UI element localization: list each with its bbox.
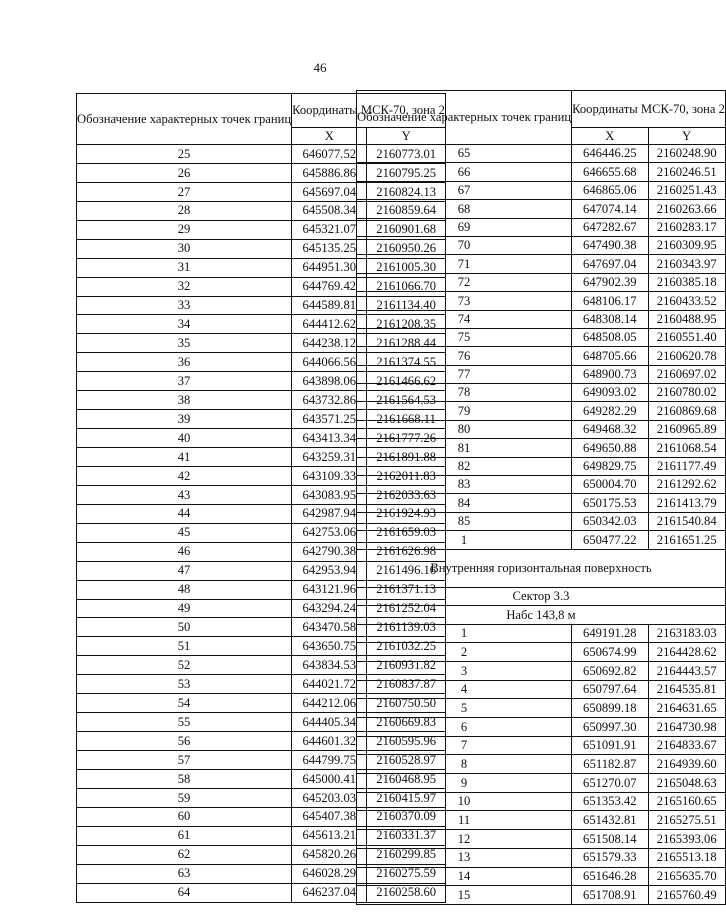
x-coordinate-cell: 642790.38 [292, 542, 367, 561]
x-coordinate-cell: 649468.32 [572, 420, 648, 438]
y-coordinate-cell: 2164939.60 [648, 755, 725, 774]
x-coordinate-cell: 643294.24 [292, 599, 367, 618]
y-coordinate-cell: 2161068.54 [648, 439, 725, 457]
x-coordinate-cell: 648900.73 [572, 365, 648, 383]
y-coordinate-cell: 2161564.53 [367, 391, 445, 410]
page-number: 46 [313, 60, 327, 75]
header-y: Y [648, 128, 725, 145]
y-coordinate-cell: 2161005.30 [367, 258, 445, 277]
x-coordinate-cell: 648308.14 [572, 310, 648, 328]
y-coordinate-cell: 2160950.26 [367, 239, 445, 258]
header-coordinates: Координаты МСК-70, зона 2 [292, 94, 446, 128]
point-id-cell: 6 [357, 718, 572, 737]
point-id-cell: 61 [77, 826, 292, 845]
y-coordinate-cell: 2160795.25 [367, 163, 445, 182]
x-coordinate-cell: 649093.02 [572, 384, 648, 402]
y-coordinate-cell: 2165048.63 [648, 774, 725, 793]
x-coordinate-cell: 644405.34 [292, 713, 367, 732]
point-id-cell: 5 [357, 699, 572, 718]
y-coordinate-cell: 2162011.83 [367, 466, 445, 485]
x-coordinate-cell: 645135.25 [292, 239, 367, 258]
x-coordinate-cell: 650797.64 [572, 680, 648, 699]
table-row [357, 476, 726, 494]
table-row [357, 624, 726, 643]
point-id-cell: 39 [77, 410, 292, 429]
x-coordinate-cell: 651708.91 [572, 886, 648, 905]
table-row [357, 680, 726, 699]
y-coordinate-cell: 2160869.68 [648, 402, 725, 420]
point-id-cell: 28 [77, 201, 292, 220]
y-coordinate-cell: 2161466.62 [367, 372, 445, 391]
point-id-cell: 8 [357, 755, 572, 774]
y-coordinate-cell: 2160620.78 [648, 347, 725, 365]
point-id-cell: 29 [77, 220, 292, 239]
table-row [357, 200, 726, 218]
point-id-cell: 57 [77, 751, 292, 770]
point-id-cell: 36 [77, 353, 292, 372]
point-id-cell: 46 [77, 542, 292, 561]
y-coordinate-cell: 2163183.03 [648, 624, 725, 643]
y-coordinate-cell: 2160258.60 [367, 883, 445, 902]
y-coordinate-cell: 2164535.81 [648, 680, 725, 699]
x-coordinate-cell: 644066.56 [292, 353, 367, 372]
point-id-cell: 78 [357, 384, 572, 402]
y-coordinate-cell: 2165275.51 [648, 811, 725, 830]
point-id-cell: 50 [77, 618, 292, 637]
x-coordinate-cell: 651579.33 [572, 848, 648, 867]
y-coordinate-cell: 2165513.18 [648, 848, 725, 867]
table-row [357, 145, 726, 163]
point-id-cell: 4 [357, 680, 572, 699]
y-coordinate-cell: 2160283.17 [648, 218, 725, 236]
table-row [357, 402, 726, 420]
table-row [357, 218, 726, 236]
x-coordinate-cell: 643732.86 [292, 391, 367, 410]
y-coordinate-cell: 2161659.03 [367, 523, 445, 542]
point-id-cell: 44 [77, 504, 292, 523]
point-id-cell: 40 [77, 429, 292, 448]
point-id-cell: 25 [77, 145, 292, 164]
x-coordinate-cell: 644799.75 [292, 751, 367, 770]
table-row [357, 699, 726, 718]
y-coordinate-cell: 2160750.50 [367, 694, 445, 713]
x-coordinate-cell: 644951.30 [292, 258, 367, 277]
point-id-cell: 82 [357, 457, 572, 475]
y-coordinate-cell: 2161924.93 [367, 504, 445, 523]
y-coordinate-cell: 2160901.68 [367, 220, 445, 239]
x-coordinate-cell: 651508.14 [572, 830, 648, 849]
x-coordinate-cell: 644212.06 [292, 694, 367, 713]
x-coordinate-cell: 646865.06 [572, 181, 648, 199]
x-coordinate-cell: 643898.06 [292, 372, 367, 391]
point-id-cell: 60 [77, 807, 292, 826]
x-coordinate-cell: 646237.04 [292, 883, 367, 902]
x-coordinate-cell: 645508.34 [292, 201, 367, 220]
point-id-cell: 84 [357, 494, 572, 512]
point-id-cell: 83 [357, 476, 572, 494]
point-id-cell: 1 [357, 531, 572, 549]
point-id-cell: 41 [77, 448, 292, 467]
y-coordinate-cell: 2161626.98 [367, 542, 445, 561]
point-id-cell: 31 [77, 258, 292, 277]
y-coordinate-cell: 2160275.59 [367, 864, 445, 883]
x-coordinate-cell: 642753.06 [292, 523, 367, 542]
y-coordinate-cell: 2160488.95 [648, 310, 725, 328]
point-id-cell: 34 [77, 315, 292, 334]
point-id-cell: 38 [77, 391, 292, 410]
y-coordinate-cell: 2162033.63 [367, 485, 445, 504]
x-coordinate-cell: 645886.86 [292, 163, 367, 182]
point-id-cell: 33 [77, 296, 292, 315]
x-coordinate-cell: 644021.72 [292, 675, 367, 694]
x-coordinate-cell: 646077.52 [292, 145, 367, 164]
point-id-cell: 32 [77, 277, 292, 296]
table-row [357, 811, 726, 830]
x-coordinate-cell: 648106.17 [572, 292, 648, 310]
table-row [357, 310, 726, 328]
point-id-cell: 76 [357, 347, 572, 365]
point-id-cell: 14 [357, 867, 572, 886]
table-row [357, 718, 726, 737]
point-id-cell: 77 [357, 365, 572, 383]
y-coordinate-cell: 2161208.35 [367, 315, 445, 334]
y-coordinate-cell: 2161288.44 [367, 334, 445, 353]
x-coordinate-cell: 650997.30 [572, 718, 648, 737]
y-coordinate-cell: 2161134.40 [367, 296, 445, 315]
point-id-cell: 73 [357, 292, 572, 310]
point-id-cell: 10 [357, 792, 572, 811]
x-coordinate-cell: 646655.68 [572, 163, 648, 181]
table-row [357, 736, 726, 755]
x-coordinate-cell: 646028.29 [292, 864, 367, 883]
table-row [357, 755, 726, 774]
table-row [357, 420, 726, 438]
x-coordinate-cell: 643470.58 [292, 618, 367, 637]
point-id-cell: 70 [357, 236, 572, 254]
x-coordinate-cell: 644412.62 [292, 315, 367, 334]
x-coordinate-cell: 649282.29 [572, 402, 648, 420]
section-heading: Набс 143,8 м [357, 606, 726, 625]
y-coordinate-cell: 2160551.40 [648, 328, 725, 346]
y-coordinate-cell: 2160331.37 [367, 826, 445, 845]
section-row [357, 606, 726, 625]
table-row [357, 661, 726, 680]
x-coordinate-cell: 651353.42 [572, 792, 648, 811]
x-coordinate-cell: 644589.81 [292, 296, 367, 315]
point-id-cell: 75 [357, 328, 572, 346]
table-row [357, 494, 726, 512]
y-coordinate-cell: 2160697.02 [648, 365, 725, 383]
point-id-cell: 42 [77, 466, 292, 485]
point-id-cell: 79 [357, 402, 572, 420]
y-coordinate-cell: 2160859.64 [367, 201, 445, 220]
point-id-cell: 71 [357, 255, 572, 273]
x-coordinate-cell: 645407.38 [292, 807, 367, 826]
point-id-cell: 53 [77, 675, 292, 694]
x-coordinate-cell: 649650.88 [572, 439, 648, 457]
x-coordinate-cell: 651432.81 [572, 811, 648, 830]
x-coordinate-cell: 651270.07 [572, 774, 648, 793]
x-coordinate-cell: 644769.42 [292, 277, 367, 296]
x-coordinate-cell: 649191.28 [572, 624, 648, 643]
table-row [357, 384, 726, 402]
y-coordinate-cell: 2161651.25 [648, 531, 725, 549]
x-coordinate-cell: 647490.38 [572, 236, 648, 254]
x-coordinate-cell: 648705.66 [572, 347, 648, 365]
header-point-label: Обозначение характерных точек границ [357, 91, 572, 145]
x-coordinate-cell: 650342.03 [572, 512, 648, 530]
y-coordinate-cell: 2161413.79 [648, 494, 725, 512]
point-id-cell: 45 [77, 523, 292, 542]
point-id-cell: 3 [357, 661, 572, 680]
y-coordinate-cell: 2160385.18 [648, 273, 725, 291]
table-row [357, 236, 726, 254]
y-coordinate-cell: 2161777.26 [367, 429, 445, 448]
coordinates-table-right [356, 90, 726, 905]
y-coordinate-cell: 2160780.02 [648, 384, 725, 402]
point-id-cell: 64 [77, 883, 292, 902]
point-id-cell: 63 [77, 864, 292, 883]
point-id-cell: 58 [77, 769, 292, 788]
y-coordinate-cell: 2160433.52 [648, 292, 725, 310]
y-coordinate-cell: 2160251.43 [648, 181, 725, 199]
table-row [357, 347, 726, 365]
y-coordinate-cell: 2161177.49 [648, 457, 725, 475]
table-row [357, 531, 726, 549]
point-id-cell: 80 [357, 420, 572, 438]
point-id-cell: 2 [357, 643, 572, 662]
y-coordinate-cell: 2160773.01 [367, 145, 445, 164]
x-coordinate-cell: 642953.94 [292, 561, 367, 580]
x-coordinate-cell: 644601.32 [292, 732, 367, 751]
point-id-cell: 47 [77, 561, 292, 580]
x-coordinate-cell: 643834.53 [292, 656, 367, 675]
x-coordinate-cell: 643413.34 [292, 429, 367, 448]
section-row [357, 587, 726, 606]
y-coordinate-cell: 2161032.25 [367, 637, 445, 656]
point-id-cell: 59 [77, 788, 292, 807]
y-coordinate-cell: 2164428.62 [648, 643, 725, 662]
point-id-cell: 7 [357, 736, 572, 755]
y-coordinate-cell: 2160528.97 [367, 751, 445, 770]
x-coordinate-cell: 650175.53 [572, 494, 648, 512]
header-y: Y [367, 128, 445, 145]
x-coordinate-cell: 648508.05 [572, 328, 648, 346]
y-coordinate-cell: 2161891.88 [367, 448, 445, 467]
y-coordinate-cell: 2164631.65 [648, 699, 725, 718]
point-id-cell: 67 [357, 181, 572, 199]
point-id-cell: 69 [357, 218, 572, 236]
point-id-cell: 55 [77, 713, 292, 732]
y-coordinate-cell: 2160309.95 [648, 236, 725, 254]
point-id-cell: 65 [357, 145, 572, 163]
x-coordinate-cell: 645613.21 [292, 826, 367, 845]
y-coordinate-cell: 2160263.66 [648, 200, 725, 218]
table-row [357, 328, 726, 346]
y-coordinate-cell: 2161540.84 [648, 512, 725, 530]
y-coordinate-cell: 2161292.62 [648, 476, 725, 494]
table-row [357, 792, 726, 811]
x-coordinate-cell: 647282.67 [572, 218, 648, 236]
header-coordinates: Координаты МСК-70, зона 2 [572, 91, 726, 128]
point-id-cell: 12 [357, 830, 572, 849]
y-coordinate-cell: 2161496.16 [367, 561, 445, 580]
x-coordinate-cell: 643083.95 [292, 485, 367, 504]
y-coordinate-cell: 2160370.09 [367, 807, 445, 826]
table-row [357, 867, 726, 886]
table-row [357, 886, 726, 905]
point-id-cell: 66 [357, 163, 572, 181]
section-heading: Внутренняя горизонтальная поверхность [357, 549, 726, 587]
x-coordinate-cell: 650674.99 [572, 643, 648, 662]
point-id-cell: 1 [357, 624, 572, 643]
x-coordinate-cell: 643121.96 [292, 580, 367, 599]
x-coordinate-cell: 647697.04 [572, 255, 648, 273]
header-point-label: Обозначение характерных точек границ [77, 94, 292, 145]
y-coordinate-cell: 2161668.11 [367, 410, 445, 429]
x-coordinate-cell: 651091.91 [572, 736, 648, 755]
x-coordinate-cell: 649829.75 [572, 457, 648, 475]
x-coordinate-cell: 647902.39 [572, 273, 648, 291]
y-coordinate-cell: 2160415.97 [367, 788, 445, 807]
table-row [357, 292, 726, 310]
y-coordinate-cell: 2161066.70 [367, 277, 445, 296]
x-coordinate-cell: 643650.75 [292, 637, 367, 656]
x-coordinate-cell: 651646.28 [572, 867, 648, 886]
x-coordinate-cell: 643259.31 [292, 448, 367, 467]
section-row [357, 549, 726, 587]
x-coordinate-cell: 647074.14 [572, 200, 648, 218]
y-coordinate-cell: 2165160.65 [648, 792, 725, 811]
x-coordinate-cell: 650692.82 [572, 661, 648, 680]
y-coordinate-cell: 2164730.98 [648, 718, 725, 737]
table-row [357, 181, 726, 199]
y-coordinate-cell: 2161374.55 [367, 353, 445, 372]
table-row [357, 457, 726, 475]
y-coordinate-cell: 2160824.13 [367, 182, 445, 201]
x-coordinate-cell: 645000.41 [292, 769, 367, 788]
header-x: X [292, 128, 367, 145]
table-row [357, 439, 726, 457]
y-coordinate-cell: 2160931.82 [367, 656, 445, 675]
point-id-cell: 85 [357, 512, 572, 530]
y-coordinate-cell: 2165635.70 [648, 867, 725, 886]
y-coordinate-cell: 2161371.13 [367, 580, 445, 599]
table-row [357, 163, 726, 181]
y-coordinate-cell: 2160669.83 [367, 713, 445, 732]
x-coordinate-cell: 645820.26 [292, 845, 367, 864]
point-id-cell: 37 [77, 372, 292, 391]
x-coordinate-cell: 645697.04 [292, 182, 367, 201]
y-coordinate-cell: 2160468.95 [367, 769, 445, 788]
point-id-cell: 68 [357, 200, 572, 218]
table-row [357, 255, 726, 273]
x-coordinate-cell: 650899.18 [572, 699, 648, 718]
y-coordinate-cell: 2160343.97 [648, 255, 725, 273]
y-coordinate-cell: 2161252.04 [367, 599, 445, 618]
point-id-cell: 30 [77, 239, 292, 258]
point-id-cell: 56 [77, 732, 292, 751]
y-coordinate-cell: 2160248.90 [648, 145, 725, 163]
y-coordinate-cell: 2160837.87 [367, 675, 445, 694]
point-id-cell: 35 [77, 334, 292, 353]
point-id-cell: 52 [77, 656, 292, 675]
point-id-cell: 49 [77, 599, 292, 618]
point-id-cell: 11 [357, 811, 572, 830]
x-coordinate-cell: 650477.22 [572, 531, 648, 549]
table-row [357, 830, 726, 849]
y-coordinate-cell: 2164833.67 [648, 736, 725, 755]
y-coordinate-cell: 2160299.85 [367, 845, 445, 864]
point-id-cell: 13 [357, 848, 572, 867]
y-coordinate-cell: 2160246.51 [648, 163, 725, 181]
point-id-cell: 54 [77, 694, 292, 713]
point-id-cell: 72 [357, 273, 572, 291]
y-coordinate-cell: 2160595.96 [367, 732, 445, 751]
table-row [357, 365, 726, 383]
y-coordinate-cell: 2165393.06 [648, 830, 725, 849]
x-coordinate-cell: 650004.70 [572, 476, 648, 494]
point-id-cell: 51 [77, 637, 292, 656]
point-id-cell: 26 [77, 163, 292, 182]
point-id-cell: 9 [357, 774, 572, 793]
point-id-cell: 27 [77, 182, 292, 201]
table-row [357, 774, 726, 793]
point-id-cell: 74 [357, 310, 572, 328]
x-coordinate-cell: 651182.87 [572, 755, 648, 774]
y-coordinate-cell: 2164443.57 [648, 661, 725, 680]
point-id-cell: 43 [77, 485, 292, 504]
x-coordinate-cell: 646446.25 [572, 145, 648, 163]
x-coordinate-cell: 644238.12 [292, 334, 367, 353]
table-row [357, 643, 726, 662]
point-id-cell: 48 [77, 580, 292, 599]
table-row [357, 848, 726, 867]
x-coordinate-cell: 643109.33 [292, 466, 367, 485]
x-coordinate-cell: 643571.25 [292, 410, 367, 429]
x-coordinate-cell: 645321.07 [292, 220, 367, 239]
point-id-cell: 62 [77, 845, 292, 864]
header-x: X [572, 128, 648, 145]
table-row [357, 512, 726, 530]
section-heading: Сектор 3.3 [357, 587, 726, 606]
y-coordinate-cell: 2165760.49 [648, 886, 725, 905]
y-coordinate-cell: 2161139.03 [367, 618, 445, 637]
point-id-cell: 15 [357, 886, 572, 905]
x-coordinate-cell: 645203.03 [292, 788, 367, 807]
point-id-cell: 81 [357, 439, 572, 457]
y-coordinate-cell: 2160965.89 [648, 420, 725, 438]
table-row [357, 273, 726, 291]
x-coordinate-cell: 642987.94 [292, 504, 367, 523]
